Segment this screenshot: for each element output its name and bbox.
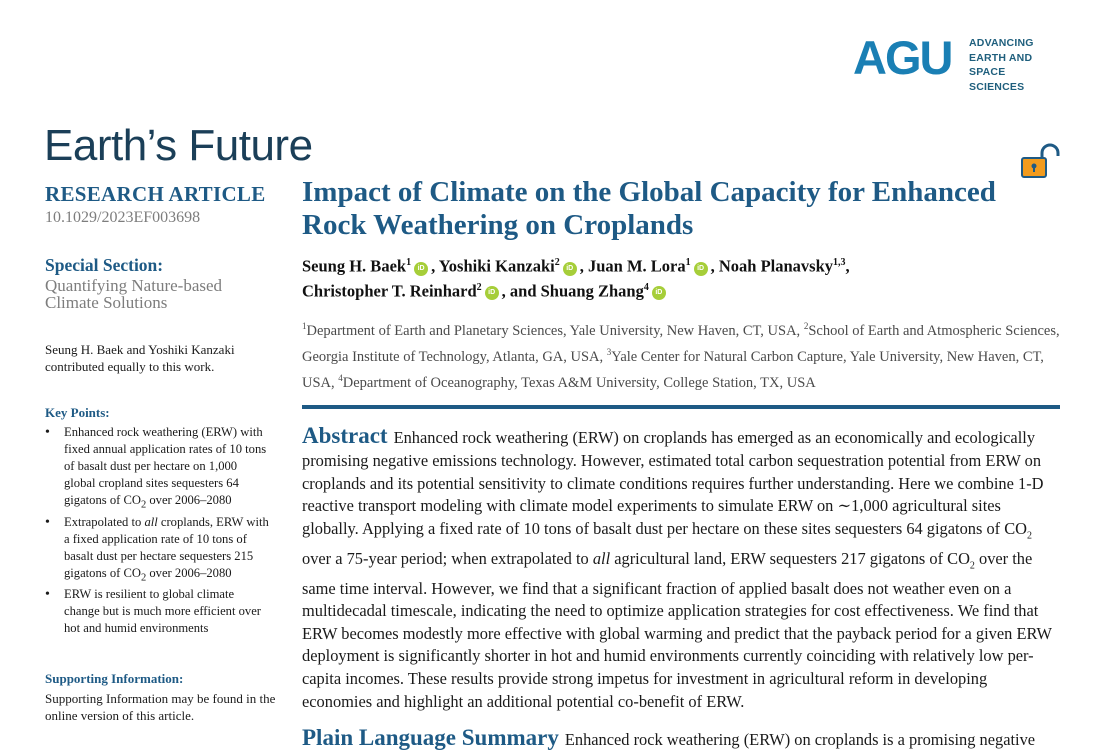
key-point xyxy=(45,424,277,514)
orcid-icon[interactable]: iD xyxy=(414,262,428,276)
agu-logo-mark: AGU xyxy=(853,31,952,84)
author-name[interactable]: , Yoshiki Kanzaki xyxy=(431,256,555,276)
author-affil-ref: 1 xyxy=(685,257,691,268)
agu-tagline-line: SPACE SCIENCES xyxy=(969,66,1025,93)
special-section-label: Special Section: xyxy=(45,255,164,275)
orcid-icon[interactable]: iD xyxy=(563,262,577,276)
author-affil-ref: 1,3 xyxy=(833,257,846,268)
affil-number: 4 xyxy=(338,372,343,383)
subscript: 2 xyxy=(140,572,147,584)
doi[interactable]: 10.1029/2023EF003698 xyxy=(45,209,201,226)
subscript: 2 xyxy=(140,499,147,511)
agu-logo-tagline xyxy=(969,36,1063,94)
open-access-lock-icon xyxy=(1020,143,1062,179)
abstract-text: over a 75-year period; when extrapolated to xyxy=(302,548,593,568)
supporting-info-text: Supporting Information may be found in the online version of this article. xyxy=(45,691,276,724)
key-point-text: Extrapolated to xyxy=(64,514,145,529)
author-name[interactable]: Christopher T. Reinhard xyxy=(302,281,477,300)
abstract-text: over the same time interval. However, we find that a significant fraction of applied basalt does not weather even on a multidecadal timescale, indicating the need to optimize application strategies for cost effectiveness. We find that ERW becomes modestly more effective with global warming and predict that the payback period for a given ERW deployment is significantly shorter in hot and humid environments currently coinciding with relatively low per-capita incomes. These results provide strong impetus for investment in agricultural reform in developing economies and highlight an additional potential co-benefit of ERW. xyxy=(302,548,1052,711)
author-affil-ref: 1 xyxy=(406,257,412,268)
orcid-icon[interactable]: iD xyxy=(694,262,708,276)
affil-number: 1 xyxy=(302,321,307,331)
agu-logo xyxy=(853,31,1063,93)
affil-number: 3 xyxy=(606,346,612,357)
sidebar xyxy=(45,182,277,724)
abstract-text: Enhanced rock weathering (ERW) on croplands has emerged as an economically and ecologically promising negative emissions technology. However, estimated total carbon sequestration potential from ERW on croplands and its potential sensitivity to climate conditions requires further understanding. Here we combine 1-D reactive transport modeling with climate model experiments to simulate ERW on ∼1,000 agricultural sites globally. Applying a fixed rate of 10 tons of basalt dust per hectare on these sites sequesters 64 gigatons of CO xyxy=(302,428,1044,538)
affil-number: 2 xyxy=(803,321,809,331)
subscript: 2 xyxy=(1026,530,1032,542)
author-name[interactable]: , Juan M. Lora xyxy=(579,256,686,276)
section-divider xyxy=(302,405,1060,409)
special-section-title[interactable]: Quantifying Nature-based Climate Solutions xyxy=(45,276,223,312)
key-point-text: over 2006–2080 xyxy=(146,493,232,507)
journal-title: Earth’s Future xyxy=(44,121,313,170)
key-point xyxy=(45,586,277,637)
author-name[interactable]: Seung H. Baek xyxy=(302,256,407,276)
abstract-heading: Abstract xyxy=(302,423,388,449)
author-name[interactable]: , and Shuang Zhang xyxy=(501,281,644,300)
author-list xyxy=(302,252,1060,301)
author-affil-ref: 4 xyxy=(643,281,649,293)
pls-text: Enhanced rock weathering (ERW) on croplands is a promising negative xyxy=(564,730,1036,750)
orcid-icon[interactable]: iD xyxy=(652,286,666,300)
abstract-text: agricultural land, ERW sequesters 217 gigatons of CO xyxy=(610,548,970,568)
key-point-emphasis: all xyxy=(144,514,158,529)
abstract-emphasis: all xyxy=(592,548,611,568)
key-point-text: Enhanced rock weathering (ERW) with fixed annual application rates of 10 tons of basalt dust per hectare on 1,000 global cropland sites sequesters 64 gigatons of CO xyxy=(64,425,267,507)
key-points-list xyxy=(45,424,277,637)
supporting-info-label: Supporting Information: xyxy=(45,671,184,687)
affil-text: Department of Oceanography, Texas A&M University, College Station, TX, USA xyxy=(342,374,816,391)
article-title: Impact of Climate on the Global Capacity for Enhanced Rock Weathering on Croplands xyxy=(302,176,996,241)
key-point-text: ERW is resilient to global climate change but is much more efficient over hot and humid environments xyxy=(64,587,261,636)
affil-text: School of Earth and Atmospheric Sciences, Georgia Institute of Technology, Atlanta, GA, USA, xyxy=(302,322,1060,365)
subscript: 2 xyxy=(969,560,975,572)
article-type: RESEARCH ARTICLE xyxy=(45,182,266,206)
author-separator: , xyxy=(845,256,850,276)
pls-heading: Plain Language Summary xyxy=(302,725,559,751)
key-point-text: croplands, ERW with a fixed application rate of 10 tons of basalt dust per hectare sequesters 215 gigatons of CO xyxy=(64,514,269,580)
key-point xyxy=(45,514,277,587)
affil-text: Department of Earth and Planetary Sciences, Yale University, New Haven, CT, USA, xyxy=(306,322,804,339)
affil-text: Yale Center for Natural Carbon Capture, Yale University, New Haven, CT, USA, xyxy=(302,348,1044,391)
author-affil-ref: 2 xyxy=(554,257,560,268)
author-name[interactable]: , Noah Planavsky xyxy=(710,256,834,276)
agu-tagline-line: EARTH AND xyxy=(969,51,1033,64)
article-main xyxy=(302,176,1060,752)
affiliations xyxy=(302,316,1060,393)
author-affil-ref: 2 xyxy=(476,281,482,293)
orcid-icon[interactable]: iD xyxy=(485,286,499,300)
plain-language-summary xyxy=(302,727,1060,752)
key-points-label: Key Points: xyxy=(45,405,110,420)
agu-tagline-line: ADVANCING xyxy=(969,37,1034,49)
key-point-text: over 2006–2080 xyxy=(146,565,232,580)
abstract xyxy=(302,425,1060,713)
contribution-note: Seung H. Baek and Yoshiki Kanzaki contributed equally to this work. xyxy=(45,342,235,374)
